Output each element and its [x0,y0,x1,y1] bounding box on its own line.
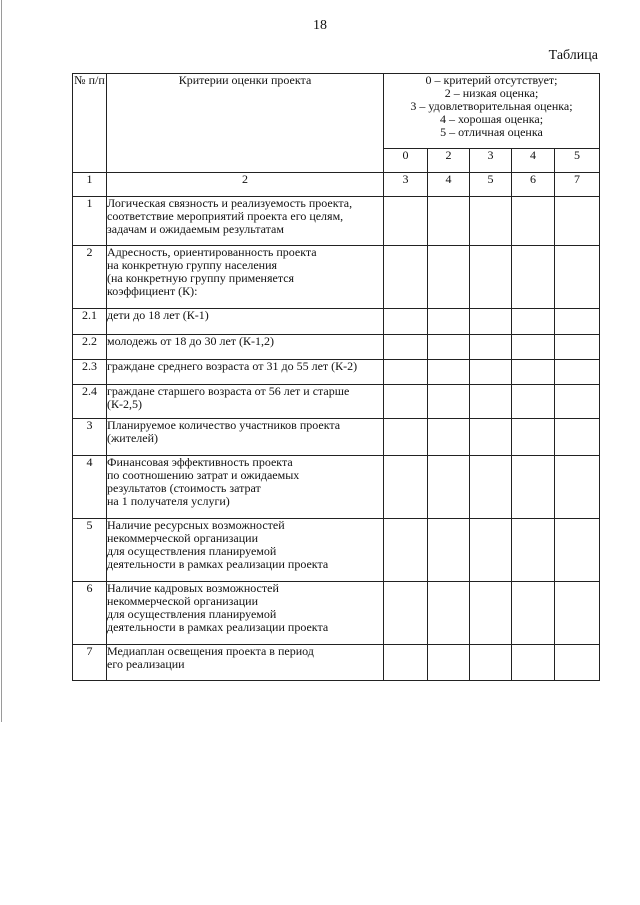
criterion-line: граждане старшего возраста от 56 лет и старше [107,384,350,398]
column-number: 3 [384,173,428,197]
score-cell [470,385,512,419]
column-number: 5 [470,173,512,197]
score-cell [428,360,470,385]
row-number: 2.3 [73,360,107,385]
score-cell [428,197,470,246]
column-number: 6 [512,173,555,197]
scale-legend [384,74,600,149]
score-cell [384,519,428,582]
criterion-line: некоммерческой организации [107,594,259,608]
score-cell [470,335,512,360]
criterion-text [107,645,384,681]
row-number: 2.2 [73,335,107,360]
score-cell [384,419,428,456]
criterion-line: молодежь от 18 до 30 лет (К-1,2) [107,334,275,348]
score-cell [384,385,428,419]
score-cell [470,456,512,519]
score-cell [512,385,555,419]
criterion-line: граждане среднего возраста от 31 до 55 лет (К-2) [107,359,358,373]
score-cell [428,246,470,309]
table-row [73,309,600,335]
criterion-text [107,519,384,582]
criterion-line: на конкретную группу населения [107,258,278,272]
score-cell [555,335,600,360]
criterion-line: Наличие ресурсных возможностей [107,518,285,532]
criterion-line: некоммерческой организации [107,531,259,545]
criterion-line: Финансовая эффективность проекта [107,455,293,469]
score-header: 0 [384,149,428,173]
score-cell [555,197,600,246]
score-header: 2 [428,149,470,173]
score-cell [470,360,512,385]
score-cell [470,419,512,456]
row-number: 4 [73,456,107,519]
scale-line: 0 – критерий отсутствует; [425,73,558,87]
column-number: 2 [107,173,384,197]
score-cell [428,456,470,519]
score-cell [428,309,470,335]
score-cell [555,456,600,519]
column-number: 7 [555,173,600,197]
criterion-text [107,419,384,456]
score-cell [384,456,428,519]
scale-line: 2 – низкая оценка; [444,86,539,100]
table-row [73,519,600,582]
criterion-line: деятельности в рамках реализации проекта [107,557,329,571]
criterion-line: (жителей) [107,431,159,445]
score-cell [384,645,428,681]
score-cell [384,582,428,645]
criterion-text [107,582,384,645]
score-cell [384,360,428,385]
criterion-line: Адресность, ориентированность проекта [107,245,317,259]
score-cell [555,519,600,582]
score-cell [555,582,600,645]
row-number: 2.1 [73,309,107,335]
criterion-line: Логическая связность и реализуемость проекта, [107,196,353,210]
score-cell [555,645,600,681]
scale-line: 4 – хорошая оценка; [439,112,544,126]
table-caption: Таблица [548,48,598,63]
criterion-line: для осуществления планируемой [107,607,277,621]
criteria-body [73,197,600,681]
score-cell [428,582,470,645]
criterion-line: дети до 18 лет (К-1) [107,308,209,322]
row-number: 3 [73,419,107,456]
score-header: 5 [555,149,600,173]
score-cell [512,360,555,385]
score-cell [384,335,428,360]
table-row [73,419,600,456]
criterion-line: на 1 получателя услуги) [107,494,230,508]
column-number: 1 [73,173,107,197]
table-row [73,385,600,419]
score-cell [470,582,512,645]
score-cell [470,197,512,246]
score-cell [555,360,600,385]
criterion-line: коэффициент (К): [107,284,198,298]
criterion-text [107,360,384,385]
score-cell [428,519,470,582]
row-number: 6 [73,582,107,645]
score-cell [384,197,428,246]
criterion-line: (К-2,5) [107,397,142,411]
criterion-line: деятельности в рамках реализации проекта [107,620,329,634]
criteria-column-header: Критерии оценки проекта [107,74,384,173]
criterion-line: соответствие мероприятий проекта его целям, [107,209,344,223]
row-number: 5 [73,519,107,582]
row-number: 2.4 [73,385,107,419]
score-cell [512,335,555,360]
row-number: 7 [73,645,107,681]
score-cell [555,246,600,309]
criterion-text [107,246,384,309]
table-row [73,197,600,246]
column-number: 4 [428,173,470,197]
score-cell [512,246,555,309]
score-cell [512,519,555,582]
criterion-line: для осуществления планируемой [107,544,277,558]
criterion-line: (на конкретную группу применяется [107,271,295,285]
criterion-line: его реализации [107,657,185,671]
criterion-line: Планируемое количество участников проекта [107,418,341,432]
column-number-row [73,173,600,197]
score-header: 4 [512,149,555,173]
score-cell [512,456,555,519]
row-number: 1 [73,197,107,246]
score-cell [428,419,470,456]
score-cell [428,335,470,360]
table-row [73,582,600,645]
score-header: 3 [470,149,512,173]
scale-line: 5 – отличная оценка [440,125,543,139]
criterion-text [107,335,384,360]
score-cell [384,309,428,335]
score-cell [512,582,555,645]
criterion-text [107,456,384,519]
row-number: 2 [73,246,107,309]
criterion-text [107,385,384,419]
criterion-text [107,197,384,246]
criterion-line: Наличие кадровых возможностей [107,581,279,595]
score-cell [470,519,512,582]
criterion-line: Медиаплан освещения проекта в период [107,644,314,658]
score-cell [512,197,555,246]
criterion-line: результатов (стоимость затрат [107,481,261,495]
score-cell [384,246,428,309]
score-cell [512,419,555,456]
criterion-text [107,309,384,335]
table-row [73,456,600,519]
table-row [73,246,600,309]
score-cell [555,309,600,335]
table-row [73,645,600,681]
score-cell [512,309,555,335]
num-column-header: № п/п [73,74,107,173]
criterion-line: по соотношению затрат и ожидаемых [107,468,300,482]
criterion-line: задачам и ожидаемым результатам [107,222,284,236]
score-cell [470,309,512,335]
scale-line: 3 – удовлетворительная оценка; [410,99,573,113]
page-number: 18 [313,18,327,33]
score-cell [428,385,470,419]
score-cell [555,385,600,419]
score-cell [470,246,512,309]
score-cell [512,645,555,681]
score-cell [555,419,600,456]
score-cell [470,645,512,681]
evaluation-criteria-table [72,73,600,681]
scan-edge-line [1,0,2,722]
score-cell [428,645,470,681]
table-row [73,335,600,360]
header-row [73,74,600,149]
table-row [73,360,600,385]
